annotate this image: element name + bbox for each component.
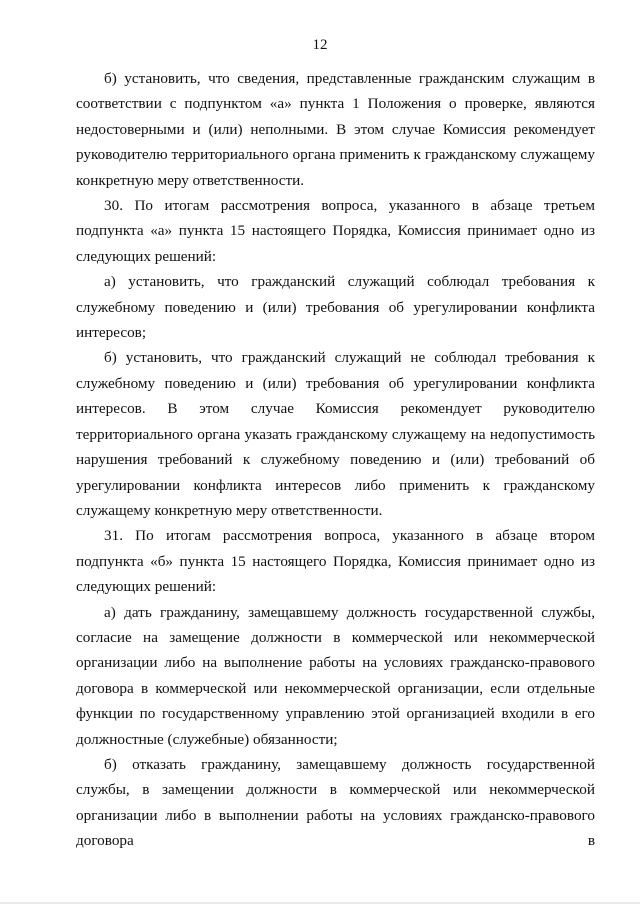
- paragraph-6b: б) установить, что сведения, представленные гражданским служащим в соответствии с подпунктом «а» пункта 1 Положения о проверке, являются недостоверными и (или) неполными. В этом случае Комиссия рекомендует руководителю территориального органа применить к гражданскому служащему конкретную меру ответственности.: [76, 70, 595, 189]
- paragraph-31a: а) дать гражданину, замещавшему должность государственной службы, согласие на замещение должности в коммерческой или некоммерческой организации либо на выполнение работы на условиях гражданско-правового договора в коммерческой или некоммерческой организации, если отдельные функции по государственному управлению этой организацией входили в его должностные (служебные) обязанности;: [76, 603, 595, 748]
- paragraph-30: 30. По итогам рассмотрения вопроса, указанного в абзаце третьем подпункта «а» пункта 15 настоящего Порядка, Комиссия принимает одно из следующих решений:: [76, 197, 595, 265]
- paragraph-30b: б) установить, что гражданский служащий не соблюдал требования к служебному поведению и (или) требования об урегулировании конфликта интересов. В этом случае Комиссия рекомендует руководителю территориального органа указать гражданскому служащему на недопустимость нарушения требований к служебному поведению и (или) требований об урегулировании конфликта интересов либо применить к гражданскому служащему конкретную меру ответственности.: [76, 349, 595, 519]
- paragraph-30a: а) установить, что гражданский служащий соблюдал требования к служебному поведению и (или) требования об урегулировании конфликта интересов;: [76, 273, 595, 342]
- paragraph-31: 31. По итогам рассмотрения вопроса, указанного в абзаце втором подпункта «б» пункта 15 настоящего Порядка, Комиссия принимает одно из следующих решений:: [76, 527, 595, 596]
- page-number: 12: [312, 37, 328, 53]
- paragraph-31b: б) отказать гражданину, замещавшему должность государственной службы, в замещении должности в коммерческой или некоммерческой организации либо в выполнении работы на условиях гражданско-правового договора в: [76, 755, 595, 850]
- document-body: [76, 66, 595, 854]
